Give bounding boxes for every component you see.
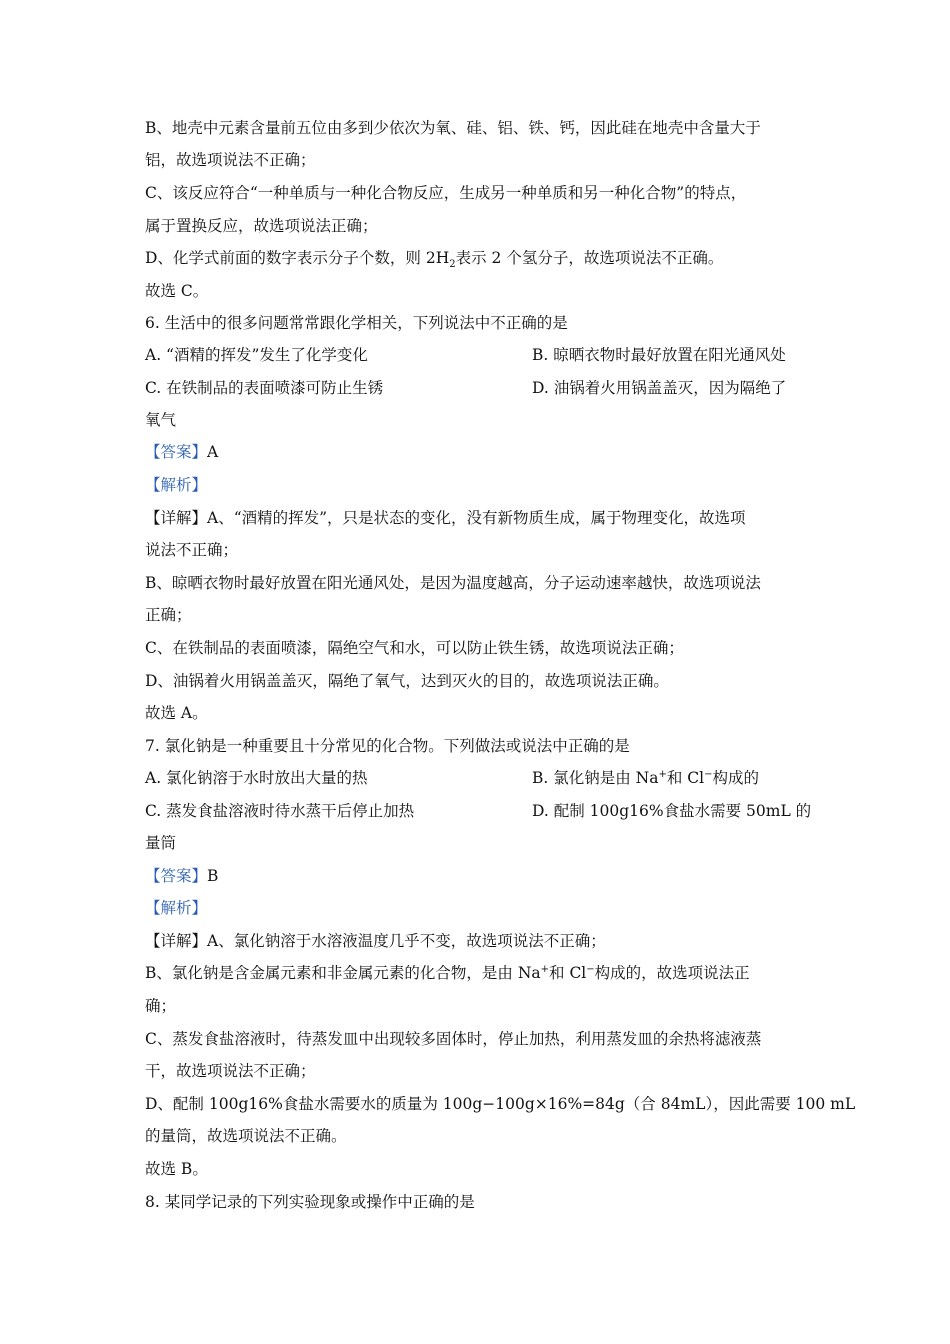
detail-6-line (145, 508, 746, 528)
text-fragment: A、氯化钠溶于水溶液温度几乎不变，故选项说法不正确； (207, 932, 606, 950)
text-fragment: A、“酒精的挥发”，只是状态的变化，没有新物质生成，属于物理变化，故选项 (207, 509, 746, 527)
text-fragment: B. 氯化钠是由 Na (532, 769, 659, 787)
detail-7-line: 确； (145, 997, 177, 1015)
subscript: 2 (449, 259, 456, 271)
superscript: − (586, 963, 595, 975)
detail-7-line: 的量筒，故选项说法不正确。 (145, 1127, 347, 1145)
detail-7-line: 故选 B。 (145, 1160, 208, 1178)
question-8-stem: 8. 某同学记录的下列实验现象或操作中正确的是 (145, 1193, 475, 1211)
detail-label: 【详解】 (145, 509, 208, 527)
superscript: − (704, 768, 713, 780)
text-line: 铝，故选项说法不正确； (145, 151, 316, 169)
answer-value: B (207, 867, 219, 885)
superscript: + (540, 963, 550, 975)
question-7-option-d: D. 配制 100g16%食盐水需要 50mL 的 (532, 802, 812, 820)
text-fragment: B、氯化钠是含金属元素和非金属元素的化合物，是由 Na (145, 964, 541, 982)
question-6-option-b: B. 晾晒衣物时最好放置在阳光通风处 (532, 346, 786, 364)
detail-6-line: C、在铁制品的表面喷漆，隔绝空气和水，可以防止铁生锈，故选项说法正确； (145, 639, 684, 657)
text-fragment: D、化学式前面的数字表示分子个数，则 2H (145, 249, 450, 267)
text-line (145, 248, 724, 271)
text-fragment: 构成的 (712, 769, 760, 787)
text-fragment: 和 Cl (549, 964, 587, 982)
detail-6-line: B、晾晒衣物时最好放置在阳光通风处，是因为温度越高，分子运动速率越快，故选项说法 (145, 574, 761, 592)
detail-6-line: 故选 A。 (145, 704, 208, 722)
text-fragment: 构成的，故选项说法正 (594, 964, 750, 982)
detail-7-line: 干，故选项说法不正确； (145, 1062, 316, 1080)
text-fragment: 表示 2 个氢分子，故选项说法不正确。 (455, 249, 724, 267)
analysis-6-label: 【解析】 (145, 476, 208, 494)
question-6-option-d: D. 油锅着火用锅盖盖灭，因为隔绝了 (532, 379, 787, 397)
detail-label: 【详解】 (145, 932, 208, 950)
question-7-option-c: C. 蒸发食盐溶液时待水蒸干后停止加热 (145, 802, 415, 820)
question-6-option-a: A. “酒精的挥发”发生了化学变化 (145, 346, 368, 364)
detail-7-line: D、配制 100g16%食盐水需要水的质量为 100g−100g×16%=84g（合 84mL），因此需要 100 mL (145, 1095, 856, 1113)
text-fragment: 和 Cl (666, 769, 705, 787)
question-7-stem: 7. 氯化钠是一种重要且十分常见的化合物。下列做法或说法中正确的是 (145, 737, 630, 755)
answer-label: 【答案】 (145, 867, 208, 885)
detail-6-line: 说法不正确； (145, 541, 239, 559)
answer-label: 【答案】 (145, 443, 208, 461)
answer-7 (145, 866, 218, 886)
answer-value: A (207, 443, 219, 461)
question-6-stem: 6. 生活中的很多问题常常跟化学相关，下列说法中不正确的是 (145, 314, 568, 332)
answer-6 (145, 442, 218, 462)
superscript: + (658, 768, 667, 780)
question-6-option-d-cont: 氧气 (145, 411, 177, 429)
detail-7-line (145, 931, 606, 951)
detail-7-line: C、蒸发食盐溶液时，待蒸发皿中出现较多固体时，停止加热，利用蒸发皿的余热将滤液蒸 (145, 1030, 762, 1048)
text-line: 属于置换反应，故选项说法正确； (145, 217, 378, 235)
question-7-option-b (532, 768, 759, 788)
text-line: C、该反应符合“一种单质与一种化合物反应，生成另一种单质和另一种化合物”的特点， (145, 184, 747, 202)
detail-6-line: D、油锅着火用锅盖盖灭，隔绝了氧气，达到灭火的目的，故选项说法正确。 (145, 672, 669, 690)
question-7-option-a: A. 氯化钠溶于水时放出大量的热 (145, 769, 368, 787)
analysis-7-label: 【解析】 (145, 899, 208, 917)
detail-6-line: 正确； (145, 606, 192, 624)
question-6-option-c: C. 在铁制品的表面喷漆可防止生锈 (145, 379, 384, 397)
text-line: B、地壳中元素含量前五位由多到少依次为氧、硅、铝、铁、钙，因此硅在地壳中含量大于 (145, 119, 761, 137)
question-7-option-d-cont: 量筒 (145, 834, 177, 852)
text-line: 故选 C。 (145, 282, 209, 300)
detail-7-line (145, 963, 750, 983)
